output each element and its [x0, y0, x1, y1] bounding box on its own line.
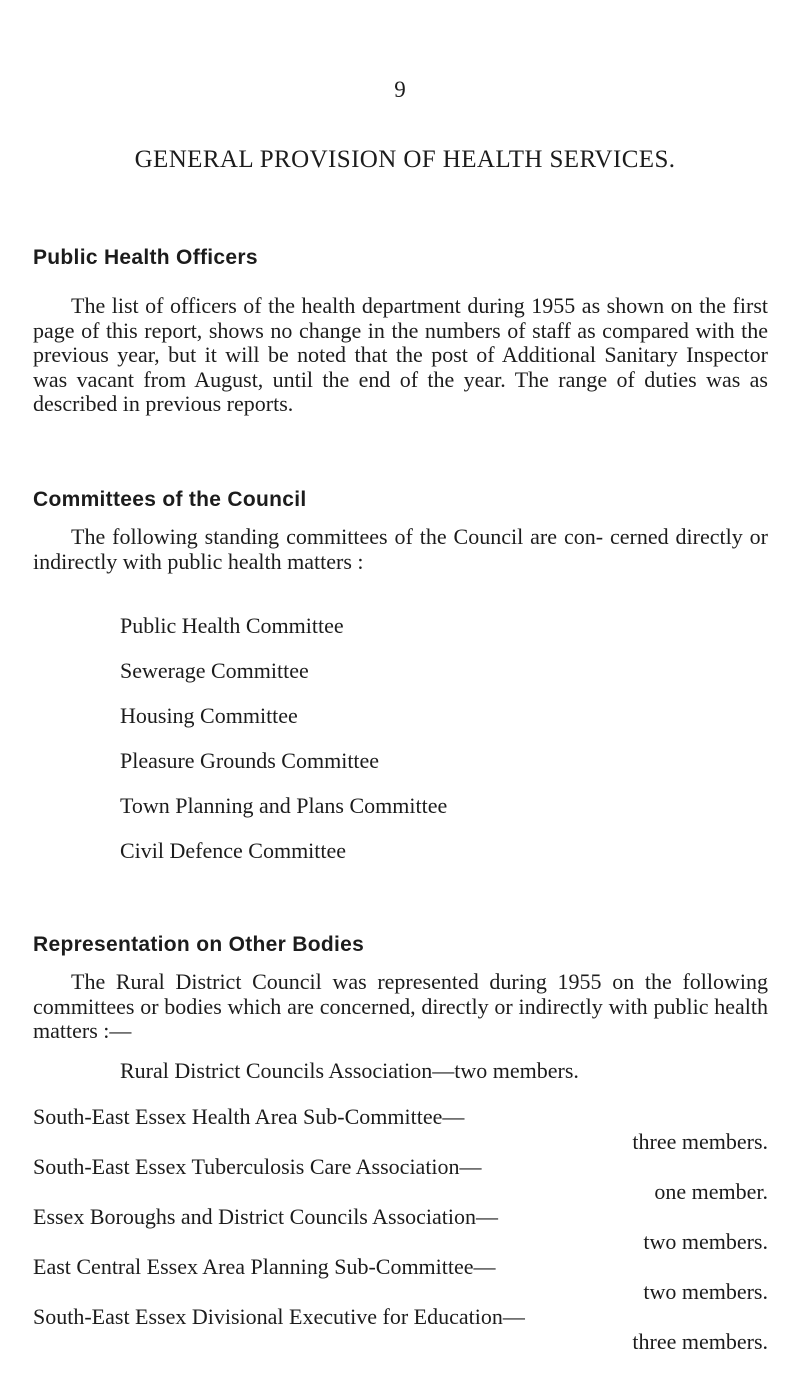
representation-entry [33, 1304, 768, 1354]
entry-members: two members. [643, 1279, 768, 1304]
representation-entry [33, 1154, 768, 1204]
committee-item: Sewerage Committee [120, 658, 309, 683]
officers-paragraph: The list of officers of the health department during 1955 as shown on the first page of this report, shows no change in the numbers of staff as compared with the previous year, but it will be noted that the post of Additional Sanitary Inspector was vacant from August, until the end of the year. The range of duties was as described in previous reports. [33, 293, 768, 416]
representation-entry [33, 1104, 768, 1154]
entry-name: Essex Boroughs and District Councils Association— [33, 1204, 499, 1229]
section-heading-officers: Public Health Officers [33, 246, 258, 269]
committee-item: Pleasure Grounds Committee [120, 748, 380, 773]
entry-members: three members. [632, 1129, 768, 1154]
section-heading-committees: Committees of the Council [33, 488, 307, 511]
representation-entry-first: Rural District Councils Association—two members. [120, 1058, 579, 1083]
entry-name: South-East Essex Health Area Sub-Committee— [33, 1104, 465, 1129]
committees-paragraph: The following standing committees of the Council are con- cerned directly or indirectly with public health matters : [33, 524, 768, 574]
entry-members: one member. [654, 1179, 768, 1204]
entry-name: East Central Essex Area Planning Sub-Committee— [33, 1254, 496, 1279]
section-heading-representation: Representation on Other Bodies [33, 933, 365, 956]
representation-entry [33, 1254, 768, 1304]
representation-paragraph: The Rural District Council was represented during 1955 on the following committees or bodies which are concerned, directly or indirectly with public health matters :— [33, 969, 768, 1043]
entry-members: three members. [632, 1329, 768, 1354]
entry-members: two members. [643, 1229, 768, 1254]
committee-item: Public Health Committee [120, 613, 344, 638]
committee-item: Civil Defence Committee [120, 838, 347, 863]
committee-item: Housing Committee [120, 703, 298, 728]
representation-entry [33, 1204, 768, 1254]
entry-name: South-East Essex Tuberculosis Care Association— [33, 1154, 482, 1179]
page-title: GENERAL PROVISION OF HEALTH SERVICES. [134, 146, 676, 173]
committee-item: Town Planning and Plans Committee [120, 793, 448, 818]
entry-name: South-East Essex Divisional Executive for Education— [33, 1304, 525, 1329]
page-number: 9 [394, 77, 406, 102]
